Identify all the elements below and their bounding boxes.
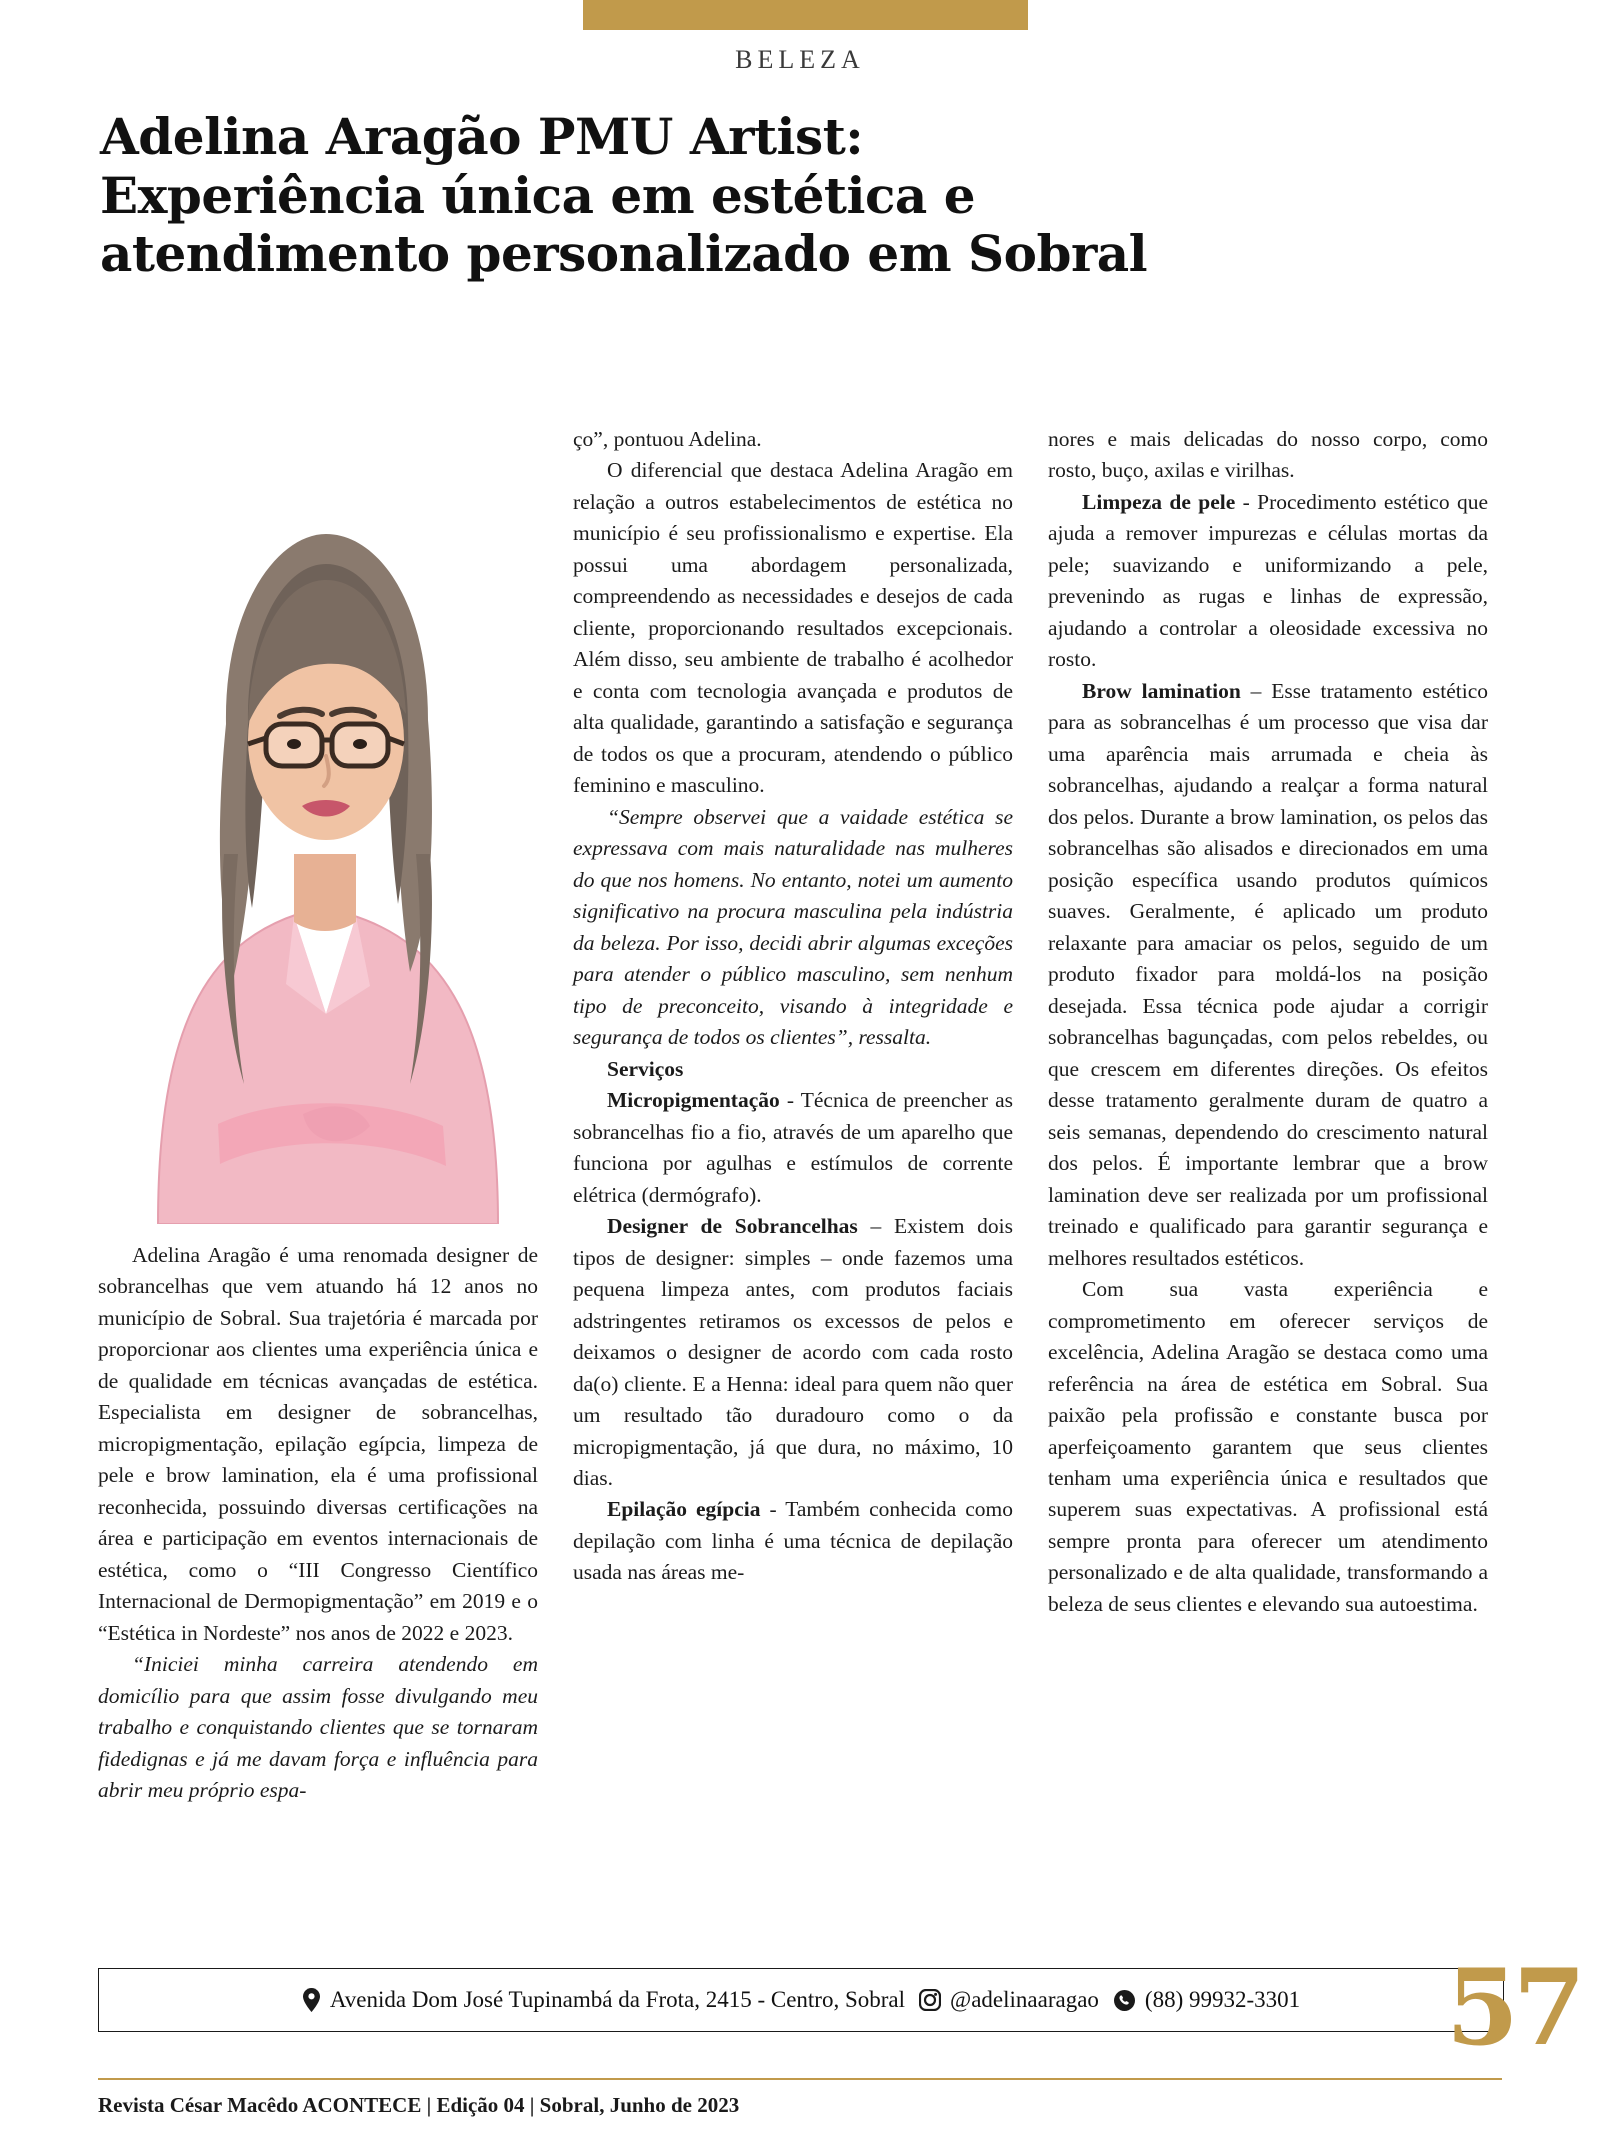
- page-title: [100, 108, 1520, 284]
- paragraph-quote: “Sempre observei que a vaidade estética se expressava com mais naturalidade nas mulheres do que nos homens. No entanto, notei um aumento significativo na procura masculina pela indústria da beleza. Por isso, decidi abrir algumas exceções para atender o público masculino, sem nenhum tipo de preconceito, visando à integridade e segurança de todos os clientes”, ressalta.: [573, 804, 1013, 1050]
- contact-address-text: Avenida Dom José Tupinambá da Frota, 2415 - Centro, Sobral: [329, 1987, 906, 2012]
- paragraph-designer-sobrancelhas: Designer de Sobrancelhas – Existem dois tipos de designer: simples – onde fazemos uma pequena limpeza antes, com produtos faciais adstringentes retiramos os excessos de pelos e deixamos o designer de acordo com cada rosto da(o) cliente. E a Henna: ideal para quem não quer um resultado tão duradouro como o da micropigmentação, já que dura, no máximo, 10 dias.: [573, 1214, 1013, 1490]
- paragraph: Adelina Aragão é uma renomada designer de sobrancelhas que vem atuando há 12 anos no município de Sobral. Sua trajetória é marcada por proporcionar aos clientes uma experiência única e de qualidade em técnicas avançadas de estética. Especialista em designer de sobrancelhas, micropigmentação, epilação egípcia, limpeza de pele e brow lamination, ela é uma profissional reconhecida, possuindo diversas certificações na área e participação em eventos internacionais de estética, como o “III Congresso Científico Internacional de Dermopigmentação” em 2019 e o “Estética in Nordeste” nos anos de 2022 e 2023.: [98, 1243, 538, 1645]
- text-column-2: [573, 424, 1013, 1589]
- footer-credit: Revista César Macêdo ACONTECE | Edição 04 | Sobral, Junho de 2023: [98, 2093, 740, 2117]
- portrait-illustration: [98, 424, 538, 1224]
- instagram-icon: [919, 1989, 941, 2011]
- contact-address: [302, 1987, 905, 2013]
- contact-phone[interactable]: [1113, 1987, 1300, 2013]
- top-gold-bar: [583, 0, 1028, 30]
- paragraph-limpeza-de-pele: Limpeza de pele - Procedimento estético que ajuda a remover impurezas e células mortas da pele; suavizando e uniformizando a pele, prevenindo as rugas e linhas de expressão, ajudando a controlar a oleosidade excessiva no rosto.: [1048, 489, 1488, 672]
- footer-divider: [98, 2078, 1502, 2080]
- contact-phone-number: (88) 99932-3301: [1144, 1987, 1301, 2012]
- paragraph: O diferencial que destaca Adelina Aragão em relação a outros estabelecimentos de estética no município é seu profissionalismo e expertise. Ela possui uma abordagem personalizada, compreendendo as necessidades e desejos de cada cliente, proporcionando resultados excepcionais. Além disso, seu ambiente de trabalho é acolhedor e conta com tecnologia avançada e produtos de alta qualidade, garantindo a satisfação e segurança de todos os que a procuram, atendendo o público feminino e masculino.: [573, 458, 1013, 798]
- paragraph-micropigmentacao: Micropigmentação - Técnica de preencher as sobrancelhas fio a fio, através de um aparelho que funciona por agulhas e estímulos de corrente elétrica (dermógrafo).: [573, 1088, 1013, 1207]
- paragraph: ço”, pontuou Adelina.: [573, 427, 762, 451]
- headline-line-3: atendimento personalizado em Sobral: [100, 224, 1148, 283]
- paragraph-closing: Com sua vasta experiência e comprometimento em oferecer serviços de excelência, Adelina Aragão se destaca como uma referência na área de estética em Sobral. Sua paixão pela profissão e constante busca por aperfeiçoamento garantem que seus clientes tenham uma experiência única e resultados que superem suas expectativas. A profissional está sempre pronta para oferecer um atendimento personalizado e de alta qualidade, transformando a beleza de seus clientes e elevando sua autoestima.: [1048, 1277, 1488, 1616]
- section-kicker: BELEZA: [735, 45, 865, 74]
- contact-instagram[interactable]: [919, 1987, 1099, 2013]
- paragraph-brow-lamination: Brow lamination – Esse tratamento estético para as sobrancelhas é um processo que visa dar uma aparência mais arrumada e cheia às sobrancelhas, ajudando a realçar a forma natural dos pelos. Durante a brow lamination, os pelos das sobrancelhas são alisados e direcionados em uma posição específica usando produtos químicos suaves. Geralmente, é aplicado um produto relaxante para amaciar os pelos, seguido de um produto fixador para moldá-los na posição desejada. Essa técnica pode ajudar a corrigir sobrancelhas bagunçadas, com pelos rebeldes, ou que crescem em diferentes direções. Os efeitos desse tratamento geralmente duram de quatro a seis semanas, dependendo do crescimento natural dos pelos. É importante lembrar que a brow lamination deve ser realizada por um profissional treinado e qualificado para garantir segurança e melhores resultados estéticos.: [1048, 678, 1488, 1270]
- whatsapp-icon: [1113, 1989, 1136, 2012]
- headline-line-1: Adelina Aragão PMU Artist:: [100, 107, 864, 166]
- paragraph-epilacao-egipcia: Epilação egípcia - Também conhecida como depilação com linha é uma técnica de depilação usada nas áreas me-: [573, 1497, 1013, 1585]
- headline-line-2: Experiência única em estética e: [100, 165, 976, 225]
- paragraph-quote: “Iniciei minha carreira atendendo em domicílio para que assim fosse divulgando meu trabalho e conquistando clientes que se tornaram fidedignas e já me davam força e influência para abrir meu próprio espa-: [98, 1652, 538, 1803]
- page-number: 57: [1445, 1945, 1580, 2069]
- article-photo: [98, 424, 538, 1224]
- contact-instagram-handle: @adelinaaragao: [950, 1987, 1099, 2012]
- paragraph: nores e mais delicadas do nosso corpo, como rosto, buço, axilas e virilhas.: [1048, 427, 1488, 483]
- text-column-3: [1048, 424, 1488, 1620]
- subheading-servicos: Serviços: [607, 1056, 684, 1081]
- location-pin-icon: [302, 1988, 321, 2012]
- text-column-1: [98, 1240, 538, 1807]
- contact-bar: [98, 1968, 1504, 2032]
